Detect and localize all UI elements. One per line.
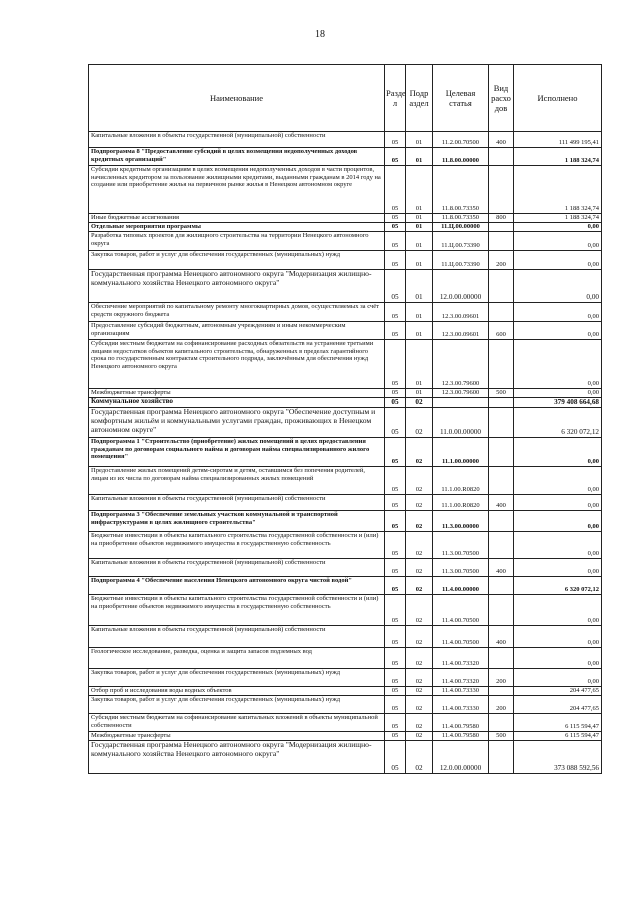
cell-target-article: 12.3.00.09601 [433,303,489,322]
cell-subsection: 02 [406,595,433,626]
cell-executed-amount: 0,00 [514,251,602,270]
cell-expense-type [489,595,514,626]
cell-executed-amount: 379 408 664,68 [514,398,602,408]
cell-target-article: 11.1.00.R0820 [433,495,489,511]
cell-subsection: 02 [406,741,433,774]
table-row [89,251,602,270]
cell-executed-amount: 0,00 [514,303,602,322]
cell-name: Государственная программа Ненецкого автономного округа "Модернизация жилищно-коммунального хозяйства Ненецкого автономного округа" [89,270,385,303]
table-row [89,669,602,687]
cell-target-article: 11.8.00.73350 [433,214,489,223]
table-row [89,148,602,166]
cell-expense-type [489,467,514,495]
cell-executed-amount: 6 115 594,47 [514,732,602,741]
cell-target-article: 11.4.00.70500 [433,626,489,648]
cell-expense-type [489,532,514,559]
cell-target-article: 11.2.00.70500 [433,132,489,148]
cell-name: Капитальные вложения в объекты государственной (муниципальной) собственности [89,495,385,511]
cell-name: Предоставление субсидий бюджетным, автономным учреждениям и иным некоммерческим организациям [89,322,385,340]
cell-executed-amount: 0,00 [514,340,602,389]
cell-target-article: 12.0.00.00000 [433,741,489,774]
cell-name: Закупка товаров, работ и услуг для обеспечения государственных (муниципальных) нужд [89,669,385,687]
cell-target-article: 12.3.00.09601 [433,322,489,340]
cell-expense-type: 400 [489,626,514,648]
cell-expense-type [489,408,514,438]
cell-expense-type: 200 [489,251,514,270]
cell-target-article: 11.8.00.00000 [433,148,489,166]
cell-section: 05 [385,232,406,251]
table-row [89,322,602,340]
table-row [89,626,602,648]
cell-target-article: 11.Ц.00.00000 [433,223,489,232]
cell-name: Капитальные вложения в объекты государственной (муниципальной) собственности [89,626,385,648]
cell-section: 05 [385,741,406,774]
cell-executed-amount: 204 477,65 [514,687,602,696]
cell-name: Иные бюджетные ассигнования [89,214,385,223]
table-row [89,696,602,714]
cell-subsection: 02 [406,495,433,511]
cell-section: 05 [385,696,406,714]
table-row [89,270,602,303]
cell-section: 05 [385,398,406,408]
cell-subsection: 02 [406,467,433,495]
table-row [89,511,602,532]
cell-target-article: 11.4.00.79580 [433,714,489,732]
cell-subsection: 01 [406,270,433,303]
cell-target-article: 11.4.00.73320 [433,669,489,687]
table-row [89,559,602,577]
cell-section: 05 [385,166,406,214]
cell-executed-amount: 0,00 [514,559,602,577]
cell-name: Подпрограмма 4 "Обеспечение населения Ненецкого автономного округа чистой водой" [89,577,385,595]
cell-name: Межбюджетные трансферты [89,389,385,398]
cell-name: Геологическое исследование, разведка, оценка и защита запасов подземных вод [89,648,385,669]
cell-section: 05 [385,303,406,322]
cell-section: 05 [385,322,406,340]
cell-executed-amount: 0,00 [514,467,602,495]
cell-target-article: 12.0.00.00000 [433,270,489,303]
cell-target-article: 11.8.00.73350 [433,166,489,214]
cell-name: Отбор проб и исследования воды водных объектов [89,687,385,696]
cell-executed-amount: 0,00 [514,626,602,648]
cell-section: 05 [385,532,406,559]
header-target-article: Целевая статья [433,65,489,132]
cell-section: 05 [385,467,406,495]
cell-subsection: 02 [406,559,433,577]
cell-section: 05 [385,669,406,687]
header-subsection: Подр аздел [406,65,433,132]
cell-executed-amount: 1 188 324,74 [514,214,602,223]
table-row [89,303,602,322]
cell-subsection: 02 [406,732,433,741]
cell-subsection: 02 [406,687,433,696]
cell-subsection: 01 [406,232,433,251]
cell-executed-amount: 0,00 [514,322,602,340]
cell-executed-amount: 0,00 [514,532,602,559]
cell-section: 05 [385,714,406,732]
cell-section: 05 [385,648,406,669]
cell-target-article: 11.1.00.00000 [433,438,489,467]
table-row [89,595,602,626]
cell-executed-amount: 0,00 [514,438,602,467]
cell-expense-type [489,687,514,696]
cell-executed-amount: 0,00 [514,270,602,303]
cell-name: Субсидии местным бюджетам на софинансирование расходных обязательств на устранение третьими лицами недостатков объектов капитального строительства, обнаруженных в пределах гарантийного срока по государственным контрактам строительного подряда, заключённым для обеспечения нужд Ненецкого автономного округа [89,340,385,389]
cell-subsection: 01 [406,322,433,340]
cell-executed-amount: 0,00 [514,495,602,511]
cell-subsection: 01 [406,303,433,322]
cell-target-article: 11.3.00.00000 [433,511,489,532]
cell-section: 05 [385,148,406,166]
cell-expense-type: 600 [489,322,514,340]
cell-executed-amount: 0,00 [514,232,602,251]
table-row [89,223,602,232]
cell-executed-amount: 6 320 072,12 [514,577,602,595]
cell-executed-amount: 373 088 592,56 [514,741,602,774]
cell-expense-type [489,398,514,408]
cell-subsection: 01 [406,340,433,389]
cell-name: Бюджетные инвестиции в объекты капитального строительства государственной собственности и (или) на приобретение объектов недвижимого имущества в государственную собственность [89,532,385,559]
cell-target-article: 11.4.00.79580 [433,732,489,741]
cell-subsection: 01 [406,166,433,214]
table-row [89,495,602,511]
cell-name: Закупка товаров, работ и услуг для обеспечения государственных (муниципальных) нужд [89,696,385,714]
header-name: Наименование [89,65,385,132]
cell-target-article: 11.1.00.R0820 [433,467,489,495]
cell-executed-amount: 6 115 594,47 [514,714,602,732]
cell-expense-type: 400 [489,495,514,511]
cell-executed-amount: 0,00 [514,595,602,626]
cell-section: 05 [385,511,406,532]
cell-executed-amount: 0,00 [514,389,602,398]
table-row [89,408,602,438]
cell-expense-type: 800 [489,214,514,223]
table-row [89,166,602,214]
table-row [89,714,602,732]
cell-subsection: 02 [406,511,433,532]
cell-expense-type: 500 [489,732,514,741]
cell-section: 05 [385,732,406,741]
header-expense-type: Вид расхо дов [489,65,514,132]
cell-subsection: 02 [406,626,433,648]
cell-name: Межбюджетные трансферты [89,732,385,741]
cell-subsection: 01 [406,214,433,223]
cell-subsection: 02 [406,696,433,714]
cell-name: Государственная программа Ненецкого автономного округа "Модернизация жилищно-коммунального хозяйства Ненецкого автономного округа" [89,741,385,774]
cell-subsection: 02 [406,714,433,732]
cell-target-article: 11.Ц.00.73390 [433,232,489,251]
header-executed: Исполнено [514,65,602,132]
table-row [89,577,602,595]
budget-execution-table [88,64,602,774]
cell-target-article [433,398,489,408]
cell-name: Капитальные вложения в объекты государственной (муниципальной) собственности [89,559,385,577]
table-row [89,648,602,669]
table-row [89,398,602,408]
table-row [89,438,602,467]
cell-executed-amount: 0,00 [514,511,602,532]
cell-section: 05 [385,595,406,626]
table-row [89,214,602,223]
header-section: Разде л [385,65,406,132]
table-row [89,532,602,559]
cell-target-article: 12.3.00.79600 [433,389,489,398]
cell-name: Бюджетные инвестиции в объекты капитального строительства государственной собственности и (или) на приобретение объектов недвижимого имущества в государственную собственность [89,595,385,626]
cell-expense-type: 400 [489,559,514,577]
cell-name: Подпрограмма 3 "Обеспечение земельных участков коммунальной и транспортной инфраструктурами в целях жилищного строительства" [89,511,385,532]
cell-expense-type [489,714,514,732]
cell-section: 05 [385,389,406,398]
cell-section: 05 [385,340,406,389]
cell-name: Капитальные вложения в объекты государственной (муниципальной) собственности [89,132,385,148]
cell-executed-amount: 204 477,65 [514,696,602,714]
table-body [89,132,602,774]
table-row [89,340,602,389]
cell-target-article: 11.4.00.70500 [433,595,489,626]
cell-section: 05 [385,495,406,511]
table-row [89,741,602,774]
cell-name: Подпрограмма 1 "Строительство (приобретение) жилых помещений в целях предоставления гражданам по договорам социального найма и договорам найма специализированного жилого помещения" [89,438,385,467]
cell-target-article: 11.4.00.73320 [433,648,489,669]
cell-target-article: 11.3.00.70500 [433,532,489,559]
cell-name: Обеспечение мероприятий по капитальному ремонту многоквартирных домов, осуществляемых за счёт средств окружного бюджета [89,303,385,322]
cell-subsection: 02 [406,532,433,559]
cell-expense-type [489,232,514,251]
cell-expense-type [489,438,514,467]
cell-subsection: 01 [406,148,433,166]
cell-name: Отдельные мероприятия программы [89,223,385,232]
cell-section: 05 [385,408,406,438]
cell-expense-type: 200 [489,696,514,714]
cell-subsection: 01 [406,251,433,270]
cell-section: 05 [385,214,406,223]
cell-expense-type: 200 [489,669,514,687]
cell-section: 05 [385,132,406,148]
cell-section: 05 [385,626,406,648]
cell-target-article: 11.3.00.70500 [433,559,489,577]
cell-target-article: 11.Ц.00.73390 [433,251,489,270]
cell-subsection: 02 [406,577,433,595]
cell-executed-amount: 1 188 324,74 [514,166,602,214]
cell-expense-type [489,148,514,166]
cell-subsection: 02 [406,669,433,687]
page-number: 18 [315,29,325,40]
cell-target-article: 12.3.00.79600 [433,340,489,389]
cell-name: Закупка товаров, работ и услуг для обеспечения государственных (муниципальных) нужд [89,251,385,270]
table-row [89,687,602,696]
cell-expense-type [489,648,514,669]
cell-name: Разработка типовых проектов для жилищного строительства на территории Ненецкого автономного округа [89,232,385,251]
cell-target-article: 11.4.00.73330 [433,687,489,696]
cell-executed-amount: 111 499 195,41 [514,132,602,148]
cell-executed-amount: 0,00 [514,223,602,232]
table-row [89,467,602,495]
cell-subsection: 01 [406,223,433,232]
cell-expense-type [489,166,514,214]
cell-expense-type [489,340,514,389]
cell-executed-amount: 0,00 [514,648,602,669]
cell-expense-type [489,511,514,532]
cell-executed-amount: 6 320 072,12 [514,408,602,438]
cell-expense-type: 400 [489,132,514,148]
cell-name: Коммунальное хозяйство [89,398,385,408]
cell-name: Субсидии кредитным организациям в целях возмещения недополученных доходов в части процентов, начисленных кредитором за пользование жилищными кредитами, выданными гражданам в 2014 году на создание или приобретение жилья на первичном рынке жилья в Ненецком автономном округе [89,166,385,214]
cell-section: 05 [385,251,406,270]
table-header-row [89,65,602,132]
cell-executed-amount: 0,00 [514,669,602,687]
cell-section: 05 [385,223,406,232]
cell-name: Подпрограмма 8 "Предоставление субсидий в целях возмещения недополученных доходов кредитных организаций" [89,148,385,166]
cell-expense-type: 500 [489,389,514,398]
cell-section: 05 [385,438,406,467]
table-row [89,232,602,251]
cell-name: Государственная программа Ненецкого автономного округа "Обеспечение доступным и комфортным жильём и коммунальными услугами граждан, проживающих в Ненецком автономном округе" [89,408,385,438]
cell-executed-amount: 1 188 324,74 [514,148,602,166]
cell-expense-type [489,270,514,303]
cell-section: 05 [385,270,406,303]
cell-section: 05 [385,559,406,577]
cell-subsection: 02 [406,648,433,669]
cell-name: Предоставление жилых помещений детям-сиротам и детям, оставшимся без попечения родителей, лицам из их числа по договорам найма специализированных жилых помещений [89,467,385,495]
cell-subsection: 01 [406,132,433,148]
cell-expense-type [489,223,514,232]
cell-target-article: 11.0.00.00000 [433,408,489,438]
cell-subsection: 01 [406,389,433,398]
table-row [89,132,602,148]
cell-subsection: 02 [406,408,433,438]
cell-section: 05 [385,687,406,696]
cell-expense-type [489,577,514,595]
cell-subsection: 02 [406,398,433,408]
cell-subsection: 02 [406,438,433,467]
cell-section: 05 [385,577,406,595]
cell-target-article: 11.4.00.73330 [433,696,489,714]
cell-name: Субсидии местным бюджетам на софинансирование капитальных вложений в объекты муниципальной собственности [89,714,385,732]
cell-expense-type [489,303,514,322]
cell-expense-type [489,741,514,774]
cell-target-article: 11.4.00.00000 [433,577,489,595]
